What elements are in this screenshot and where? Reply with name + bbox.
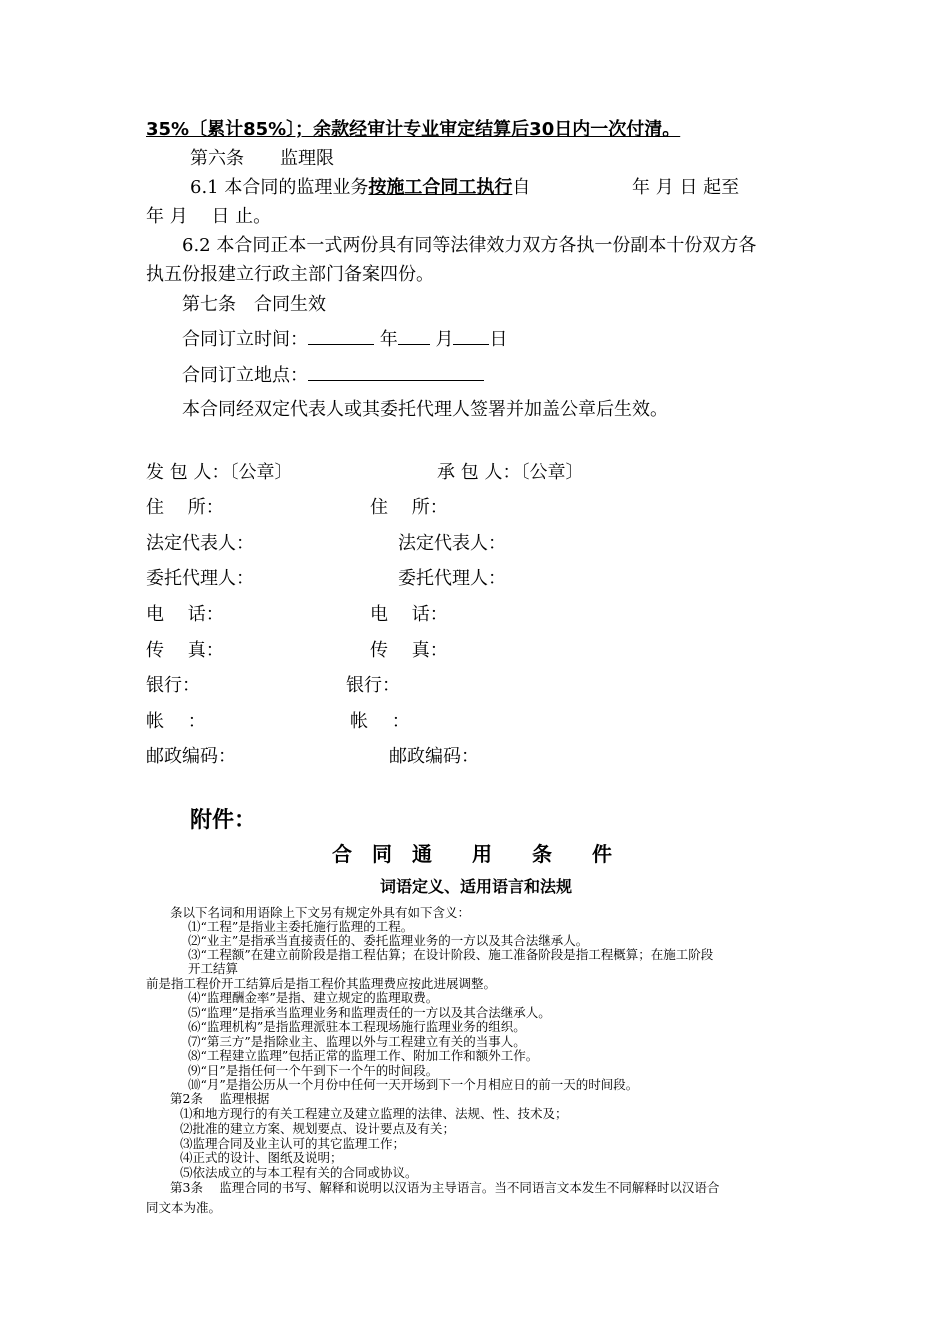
clause-line: ⑽“月”是指公历从一个月份中任何一天开场到下一个月相应日的前一天的时间段。 [188, 1077, 639, 1092]
clause-line: ⑸依法成立的与本工程有关的合同或协议。 [180, 1165, 418, 1180]
party-b-fax: 传 真： [370, 640, 448, 661]
year-label: 年 [379, 329, 398, 350]
clause-line: 同文本为准。 [146, 1200, 222, 1215]
clause-line: ⑺“第三方”是指除业主、监理以外与工程建立有关的当事人。 [188, 1034, 526, 1049]
party-b-address: 住 所： [370, 497, 448, 518]
party-b-postcode: 邮政编码： [389, 746, 479, 767]
day-blank [453, 328, 489, 345]
clause-6-1-start-date: 年 月 日 起至 [632, 177, 740, 198]
clause-line: 第3条 监理合同的书写、解释和说明以汉语为主导语言。当不同语言文本发生不同解释时以汉语合 [170, 1180, 720, 1195]
clause-line: ⑷正式的设计、图纸及说明； [180, 1150, 343, 1165]
clause-line: ⑴“工程”是指业主委托施行监理的工程。 [188, 919, 414, 934]
clause-line: ⑸“监理”是指承当监理业务和监理责任的一方以及其合法继承人。 [188, 1005, 551, 1020]
day-label: 日 [489, 329, 508, 350]
party-a-agent: 委托代理人： [146, 568, 254, 589]
month-label: 月 [435, 329, 454, 350]
contract-date-line [182, 328, 507, 351]
party-b-agent: 委托代理人： [398, 568, 506, 589]
contract-date-label: 合同订立时间： [182, 329, 308, 350]
clause-6-1-end-date: 年 月 日 止。 [146, 206, 272, 227]
clause-line: ⑵“业主”是指承当直接责任的、委托监理业务的一方以及其合法继承人。 [188, 933, 589, 948]
contract-place-line [182, 364, 484, 387]
article-7-heading: 第七条 合同生效 [182, 294, 326, 315]
general-conditions-title: 合 同 通 用 条 件 [332, 842, 612, 866]
article-6-heading: 第六条 监理限 [190, 148, 334, 169]
month-blank [398, 328, 430, 345]
party-a-account: 帐 ： [146, 711, 206, 732]
party-b-bank: 银行： [346, 675, 400, 696]
clause-6-2-line1: 6.2 本合同正本一式两份具有同等法律效力双方各执一份副本十份双方各 [182, 235, 757, 256]
clause-6-1-line1 [190, 177, 530, 199]
party-b-phone: 电 话： [370, 604, 448, 625]
party-a-postcode: 邮政编码： [146, 746, 236, 767]
attachment-heading: 附件： [190, 808, 257, 833]
party-a-phone: 电 话： [146, 604, 224, 625]
clause-line: ⑶“工程额”在建立前阶段是指工程估算；在设计阶段、施工准备阶段是指工程概算；在施工阶段 [188, 947, 714, 962]
clause-6-2-line2: 执五份报建立行政主部门备案四份。 [146, 264, 434, 285]
clause-line: 条以下名词和用语除上下文另有规定外具有如下含义： [170, 905, 471, 920]
clause-line: 第2条 监理根据 [170, 1091, 270, 1106]
clause-line: 前是指工程价开工结算后是指工程价其监理费应按此进展调整。 [146, 976, 497, 991]
clause-line: 开工结算 [188, 961, 239, 976]
party-b-seal: 承 包 人：〔公章〕 [437, 462, 584, 483]
clause-6-1-text: 6.1 本合同的监理业务 [190, 177, 369, 198]
party-a-seal: 发 包 人：〔公章〕 [146, 462, 293, 483]
party-a-fax: 传 真： [146, 640, 224, 661]
party-b-legal-rep: 法定代表人： [398, 533, 506, 554]
clause-line: ⑹“监理机构”是指监理派驻本工程现场施行监理业务的组织。 [188, 1019, 526, 1034]
payment-terms-line: 35%〔累计85%〕；余款经审计专业审定结算后30日内一次付清。 [146, 119, 681, 140]
place-blank [308, 364, 484, 381]
clause-6-1-from: 自 [512, 177, 531, 198]
party-a-legal-rep: 法定代表人： [146, 533, 254, 554]
clause-line: ⑵批准的建立方案、规划要点、设计要点及有关； [180, 1121, 456, 1136]
clause-line: ⑼“日”是指任何一个午到下一个午的时间段。 [188, 1063, 439, 1078]
effect-clause: 本合同经双定代表人或其委托代理人签署并加盖公章后生效。 [182, 399, 668, 420]
year-blank [308, 328, 374, 345]
clause-line: ⑶监理合同及业主认可的其它监理工作； [180, 1136, 406, 1151]
party-a-address: 住 所： [146, 497, 224, 518]
party-a-bank: 银行： [146, 675, 200, 696]
definitions-subtitle: 词语定义、适用语言和法规 [380, 877, 573, 896]
clause-line: ⑻“工程建立监理”包括正常的监理工作、附加工作和额外工作。 [188, 1048, 539, 1063]
party-b-account: 帐 ： [350, 711, 410, 732]
contract-place-label: 合同订立地点： [182, 365, 308, 386]
clause-line: ⑷“监理酬金率”是指、建立规定的监理取费。 [188, 990, 439, 1005]
clause-line: ⑴和地方现行的有关工程建立及建立监理的法律、法规、性、技术及； [180, 1106, 568, 1121]
clause-6-1-emphasis: 按施工合同工执行 [368, 177, 513, 198]
